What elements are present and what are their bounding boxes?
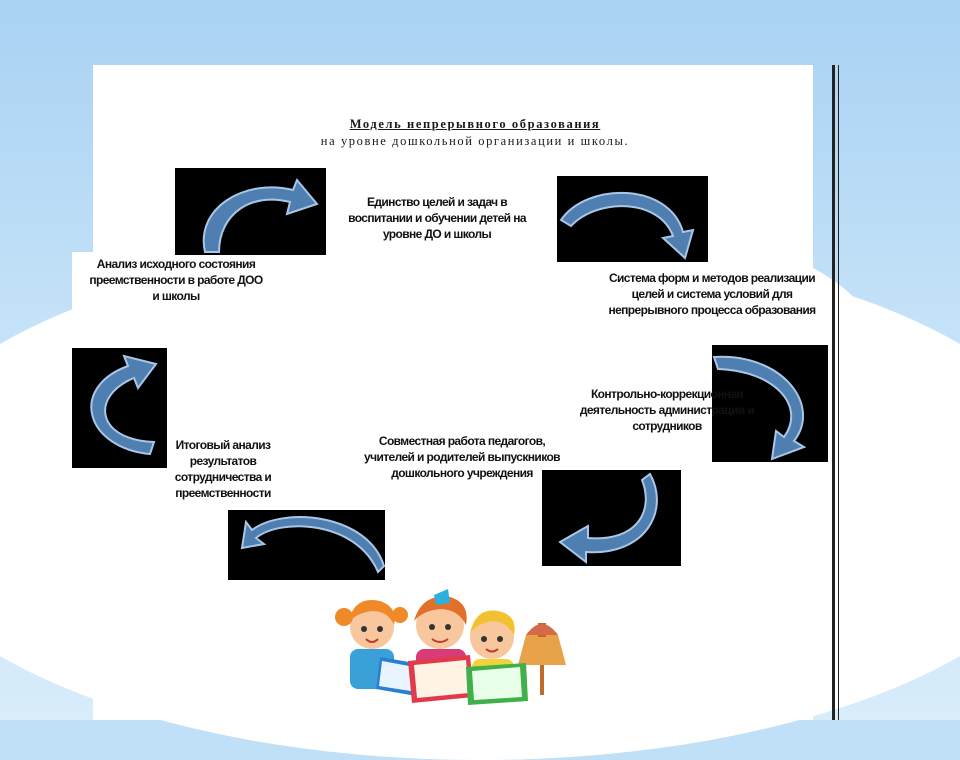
slide-border-line [838,65,839,720]
reading-children-illustration [330,585,570,720]
stage-label-joint: Совместная работа педагогов, учителей и родителей выпускников дошкольного учреждения [364,434,560,480]
stage-label-final: Итоговый анализ результатов сотрудничества и преемственности [174,438,272,500]
stage-label-unity: Единство целей и задач в воспитании и обучении детей на уровне ДО и школы [348,195,526,241]
slide-border-line [832,65,835,720]
child-middle-icon [408,589,474,703]
curved-arrow-icon [542,470,681,566]
stage-label-forms: Система форм и методов реализации целей и система условий для непрерывного процесса образования [608,271,816,317]
diagram-title [240,116,710,150]
arrow-box-bottom-left [228,510,385,580]
arrow-box-bottom-right [542,470,681,566]
arrow-box-top-right [557,176,708,262]
arrow-box-top-left [175,168,326,255]
curved-arrow-icon [175,168,326,255]
title-line-1: Модель непрерывного образования [349,117,601,131]
curved-arrow-icon [557,176,708,262]
title-line-2: на уровне дошкольной организации и школы. [320,134,630,148]
curved-arrow-icon [228,510,385,580]
stage-label-control: Контрольно-коррекционная деятельность администрации и сотрудников [579,387,755,433]
child-right-icon [466,610,528,705]
stage-label-analysis: Анализ исходного состояния преемственности в работе ДОО и школы [89,257,263,303]
